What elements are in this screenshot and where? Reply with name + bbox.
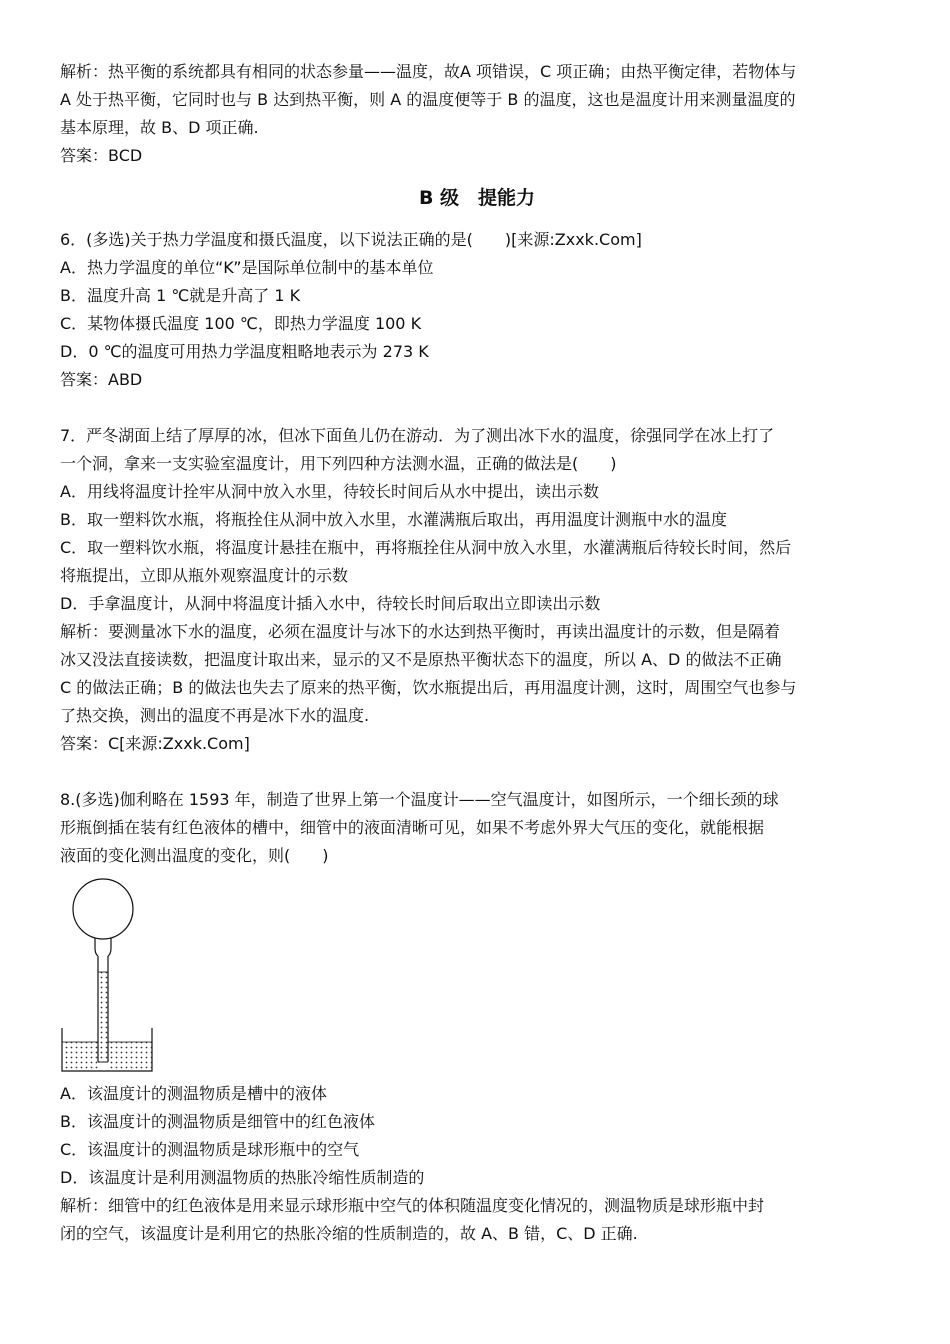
option-d: D．该温度计是利用测温物质的热胀冷缩性质制造的 — [60, 1168, 425, 1187]
prev-analysis — [60, 58, 894, 142]
prev-answer: 答案：BCD — [60, 146, 143, 165]
option-c: C．取一塑料饮水瓶，将温度计悬挂在瓶中，再将瓶拴住从洞中放入水里，水灌满瓶后待较长时间，然后 — [60, 538, 792, 557]
bulb-shape — [73, 879, 133, 939]
analysis-line: 解析：细管中的红色液体是用来显示球形瓶中空气的体积随温度变化情况的，测温物质是球形瓶中封 — [60, 1196, 765, 1215]
thermometer-diagram — [60, 876, 160, 1072]
galileo-thermometer-figure — [60, 876, 894, 1072]
option-b: B．取一塑料饮水瓶，将瓶拴住从洞中放入水里，水灌满瓶后取出，再用温度计测瓶中水的温度 — [60, 510, 727, 529]
question-6 — [60, 226, 894, 394]
tube-liquid — [99, 972, 108, 1062]
question-8 — [60, 786, 894, 1248]
question-stem: 7．严冬湖面上结了厚厚的冰，但冰下面鱼儿仍在游动．为了测出冰下水的温度，徐强同学在冰上打了 — [60, 426, 775, 445]
analysis-line: A 处于热平衡，它同时也与 B 达到热平衡，则 A 的温度便等于 B 的温度，这也是温度计用来测量温度的 — [60, 90, 796, 109]
analysis-line: 基本原理，故 B、D 项正确. — [60, 118, 259, 137]
answer: 答案：C[来源:Zxxk.Com] — [60, 734, 250, 753]
analysis-line: 解析：要测量冰下水的温度，必须在温度计与冰下的水达到热平衡时，再读出温度计的示数，但是隔着 — [60, 622, 781, 641]
analysis-line: 了热交换，测出的温度不再是冰下水的温度. — [60, 706, 370, 725]
section-title: B 级 提能力 — [418, 187, 536, 209]
analysis-line: 解析：热平衡的系统都具有相同的状态参量——温度，故A 项错误，C 项正确；由热平衡定律，若物体与 — [60, 62, 797, 81]
analysis-line: 闭的空气，该温度计是利用它的热胀冷缩的性质制造的，故 A、B 错，C、D 正确. — [60, 1224, 638, 1243]
question-stem: 6．(多选)关于热力学温度和摄氏温度，以下说法正确的是( )[来源:Zxxk.Com] — [60, 230, 642, 249]
analysis-line: 冰又没法直接读数，把温度计取出来，显示的又不是原热平衡状态下的温度，所以 A、D 的做法不正确 — [60, 650, 782, 669]
option-d: D．0 ℃的温度可用热力学温度粗略地表示为 273 K — [60, 342, 429, 361]
option-b: B．温度升高 1 ℃就是升高了 1 K — [60, 286, 301, 305]
question-stem: 液面的变化测出温度的变化，则( ) — [60, 846, 329, 865]
option-a: A．用线将温度计拴牢从洞中放入水里，待较长时间后从水中提出，读出示数 — [60, 482, 599, 501]
document-page — [60, 58, 894, 1248]
question-stem: 形瓶倒插在装有红色液体的槽中，细管中的液面清晰可见，如果不考虑外界大气压的变化，就能根据 — [60, 818, 765, 837]
option-c: C．该温度计的测温物质是球形瓶中的空气 — [60, 1140, 360, 1159]
question-7 — [60, 422, 894, 758]
question-stem: 一个洞，拿来一支实验室温度计，用下列四种方法测水温，正确的做法是( ) — [60, 454, 617, 473]
option-c-cont: 将瓶提出，立即从瓶外观察温度计的示数 — [60, 566, 349, 585]
option-c: C．某物体摄氏温度 100 ℃，即热力学温度 100 K — [60, 314, 422, 333]
option-d: D．手拿温度计，从洞中将温度计插入水中，待较长时间后取出立即读出示数 — [60, 594, 601, 613]
option-a: A．该温度计的测温物质是槽中的液体 — [60, 1084, 327, 1103]
analysis-line: C 的做法正确；B 的做法也失去了原来的热平衡，饮水瓶提出后，再用温度计测，这时，周围空气也参与 — [60, 678, 797, 697]
question-stem: 8.(多选)伽利略在 1593 年，制造了世界上第一个温度计——空气温度计，如图所示，一个细长颈的球 — [60, 790, 779, 809]
bulb-neck — [95, 938, 98, 956]
trough-liquid — [63, 1042, 98, 1070]
option-b: B．该温度计的测温物质是细管中的红色液体 — [60, 1112, 375, 1131]
answer: 答案：ABD — [60, 370, 143, 389]
option-a: A．热力学温度的单位“K”是国际单位制中的基本单位 — [60, 258, 434, 277]
